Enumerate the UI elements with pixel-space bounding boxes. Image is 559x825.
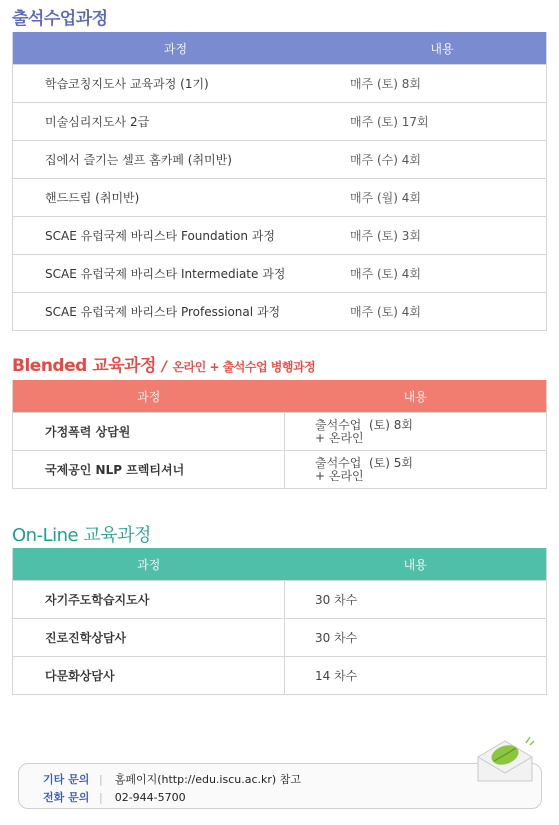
phone-inquiry-label: 전화 문의	[43, 791, 90, 804]
table-row	[13, 255, 547, 293]
table-row	[13, 581, 547, 619]
etc-inquiry-value: 홈페이지(http://edu.iscu.ac.kr) 참고	[114, 773, 301, 786]
course-schedule: 매주 (토) 17회	[338, 103, 547, 141]
column-header-content: 내용	[285, 548, 547, 581]
course-name: 다문화상담사	[13, 657, 285, 695]
column-header-content: 내용	[338, 32, 547, 65]
course-name: 학습코칭지도사 교육과정 (1기)	[13, 65, 339, 103]
course-schedule: 매주 (월) 4회	[338, 179, 547, 217]
course-schedule: 매주 (토) 4회	[338, 255, 547, 293]
online-course-table	[12, 548, 547, 695]
section-title-online: On-Line 교육과정	[12, 525, 151, 546]
course-name: 핸드드립 (취미반)	[13, 179, 339, 217]
course-name: SCAE 유럽국제 바리스타 Intermediate 과정	[13, 255, 339, 293]
course-name: 집에서 즐기는 셀프 홈카페 (취미반)	[13, 141, 339, 179]
table-row	[13, 103, 547, 141]
table-row	[13, 451, 547, 489]
table-row	[13, 179, 547, 217]
column-header-content: 내용	[285, 380, 547, 413]
course-schedule	[285, 413, 547, 451]
table-row	[13, 413, 547, 451]
course-name: 진로진학상담사	[13, 619, 285, 657]
course-name: SCAE 유럽국제 바리스타 Professional 과정	[13, 293, 339, 331]
course-name: 자기주도학습지도사	[13, 581, 285, 619]
table-row	[13, 293, 547, 331]
contact-row-etc	[43, 771, 301, 787]
schedule-line: + 온라인	[315, 430, 364, 445]
table-row	[13, 217, 547, 255]
table-row	[13, 65, 547, 103]
column-header-course: 과정	[13, 32, 339, 65]
blended-title-text: Blended 교육과정	[12, 356, 156, 376]
contact-box	[18, 763, 542, 809]
table-row	[13, 657, 547, 695]
attendance-course-table	[12, 32, 547, 331]
blended-subtitle: 온라인 + 출석수업 병행과정	[172, 360, 316, 374]
course-schedule: 매주 (토) 8회	[338, 65, 547, 103]
slash-divider: /	[161, 359, 167, 375]
etc-inquiry-label: 기타 문의	[43, 773, 90, 786]
separator: |	[99, 773, 103, 786]
course-name: SCAE 유럽국제 바리스타 Foundation 과정	[13, 217, 339, 255]
envelope-leaf-icon	[474, 735, 536, 785]
course-schedule: 매주 (토) 4회	[338, 293, 547, 331]
phone-inquiry-value: 02-944-5700	[114, 791, 186, 804]
schedule-line: + 온라인	[315, 468, 364, 483]
course-name: 미술심리지도사 2급	[13, 103, 339, 141]
table-row	[13, 141, 547, 179]
course-sessions: 30 차수	[285, 619, 547, 657]
column-header-course: 과정	[13, 380, 285, 413]
schedule-line: 출석수업 (토) 8회	[315, 417, 413, 432]
blended-course-table	[12, 380, 547, 489]
course-schedule: 매주 (토) 3회	[338, 217, 547, 255]
column-header-course: 과정	[13, 548, 285, 581]
course-sessions: 14 차수	[285, 657, 547, 695]
course-name: 국제공인 NLP 프렉티셔너	[13, 451, 285, 489]
section-title-blended	[12, 351, 315, 376]
course-name: 가정폭력 상담원	[13, 413, 285, 451]
course-schedule: 매주 (수) 4회	[338, 141, 547, 179]
section-title-attendance: 출석수업과정	[12, 9, 108, 29]
table-row	[13, 619, 547, 657]
separator: |	[99, 791, 103, 804]
schedule-line: 출석수업 (토) 5회	[315, 455, 413, 470]
course-sessions: 30 차수	[285, 581, 547, 619]
contact-row-phone	[43, 789, 186, 805]
course-schedule	[285, 451, 547, 489]
